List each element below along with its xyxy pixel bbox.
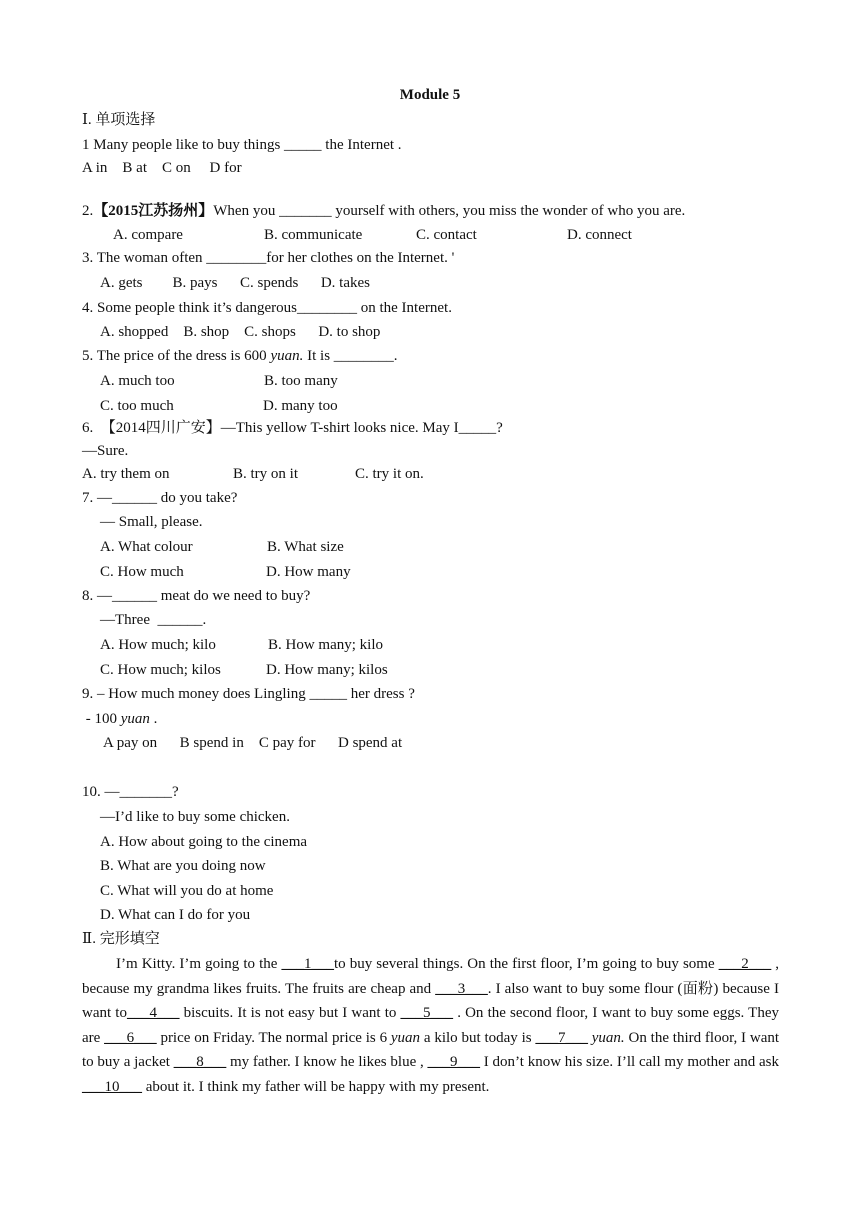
question-2-option-d: D. connect xyxy=(567,227,632,243)
cloze-passage: I’m Kitty. I’m going to the ___1___to buy several things. On the first floor, I’m going to buy some ___2___ , because my grandma likes fruits. The fruits are cheap and ___3___. I also want to buy some flour (面粉) because I want to___4___ biscuits. It is not easy but I want to ___5___ . On the second floor, I want to buy some eggs. They are ___6___ price on Friday. The normal price is 6 yuan a kilo but today is ___7___ yuan. On the third floor, I want to buy a jacket ___8___ my father. I know he likes blue , ___9___ I don’t know his size. I’ll call my mother and ask ___10___ about it. I think my father will be happy with my present. xyxy=(82,956,780,1095)
question-6-reply: —Sure. xyxy=(82,443,129,459)
blank-7: ___7___ xyxy=(535,1029,588,1046)
question-2-option-b: B. communicate xyxy=(264,227,363,243)
question-8-reply: —Three ______. xyxy=(100,612,207,628)
blank-10: ___10___ xyxy=(82,1078,142,1095)
question-5: 5. The price of the dress is 600 yuan. It is ________. xyxy=(82,348,398,364)
blank-2: ___2___ xyxy=(718,956,772,972)
section-heading-2: Ⅱ. 完形填空 xyxy=(82,931,160,947)
question-2-tag: 【2015江苏扬州】 xyxy=(93,203,214,219)
question-6-option-c: C. try it on. xyxy=(355,466,424,482)
question-5-option-a: A. much too xyxy=(100,373,175,389)
question-10-option-a: A. How about going to the cinema xyxy=(100,834,308,850)
question-3: 3. The woman often ________for her clothes on the Internet. ' xyxy=(82,250,455,266)
question-7-option-c: C. How much xyxy=(100,564,184,580)
question-2: 2.【2015江苏扬州】When you _______ yourself with others, you miss the wonder of who you are. xyxy=(82,203,686,219)
question-9-reply: - 100 yuan . xyxy=(82,711,158,727)
blank-8: ___8___ xyxy=(173,1054,227,1070)
question-8-option-b: B. How many; kilo xyxy=(268,637,383,653)
question-1: 1 Many people like to buy things _____ the Internet . xyxy=(82,137,402,153)
question-10-option-c: C. What will you do at home xyxy=(100,883,274,899)
section-heading-1: Ⅰ. 单项选择 xyxy=(82,112,156,128)
question-8-option-c: C. How much; kilos xyxy=(100,662,221,678)
question-2-option-c: C. contact xyxy=(416,227,477,243)
question-10-option-d: D. What can I do for you xyxy=(100,907,251,923)
blank-1: ___1___ xyxy=(281,956,334,972)
question-8-option-a: A. How much; kilo xyxy=(100,637,216,653)
blank-9: ___9___ xyxy=(427,1054,481,1070)
blank-5: ___5___ xyxy=(400,1005,454,1021)
question-7-option-a: A. What colour xyxy=(100,539,193,555)
question-7-option-d: D. How many xyxy=(266,564,351,580)
question-1-options: A in B at C on D for xyxy=(82,160,242,176)
question-9: 9. – How much money does Lingling _____ her dress ? xyxy=(82,686,415,702)
question-10-option-b: B. What are you doing now xyxy=(100,858,266,874)
question-8-option-d: D. How many; kilos xyxy=(266,662,388,678)
blank-6: ___6___ xyxy=(104,1029,157,1046)
question-5-option-b: B. too many xyxy=(264,373,338,389)
question-4: 4. Some people think it’s dangerous________ on the Internet. xyxy=(82,300,452,316)
question-2-option-a: A. compare xyxy=(113,227,183,243)
question-6-option-a: A. try them on xyxy=(82,466,170,482)
question-9-options: A pay on B spend in C pay for D spend at xyxy=(103,735,403,751)
question-7-reply: — Small, please. xyxy=(100,514,203,530)
question-3-options: A. gets B. pays C. spends D. takes xyxy=(100,275,370,291)
question-7: 7. —______ do you take? xyxy=(82,490,238,506)
question-8: 8. —______ meat do we need to buy? xyxy=(82,588,311,604)
question-4-options: A. shopped B. shop C. shops D. to shop xyxy=(100,324,381,340)
blank-4: ___4___ xyxy=(126,1005,180,1021)
question-5-option-c: C. too much xyxy=(100,398,174,414)
question-7-option-b: B. What size xyxy=(267,539,344,555)
question-10-reply: —I’d like to buy some chicken. xyxy=(100,809,290,825)
question-6: 6. 【2014四川广安】—This yellow T-shirt looks nice. May I_____? xyxy=(82,420,503,436)
question-10: 10. —_______? xyxy=(82,784,179,800)
question-5-option-d: D. many too xyxy=(263,398,338,414)
blank-3: ___3___ xyxy=(435,980,488,997)
question-6-option-b: B. try on it xyxy=(233,466,299,482)
page-title: Module 5 xyxy=(399,87,461,103)
